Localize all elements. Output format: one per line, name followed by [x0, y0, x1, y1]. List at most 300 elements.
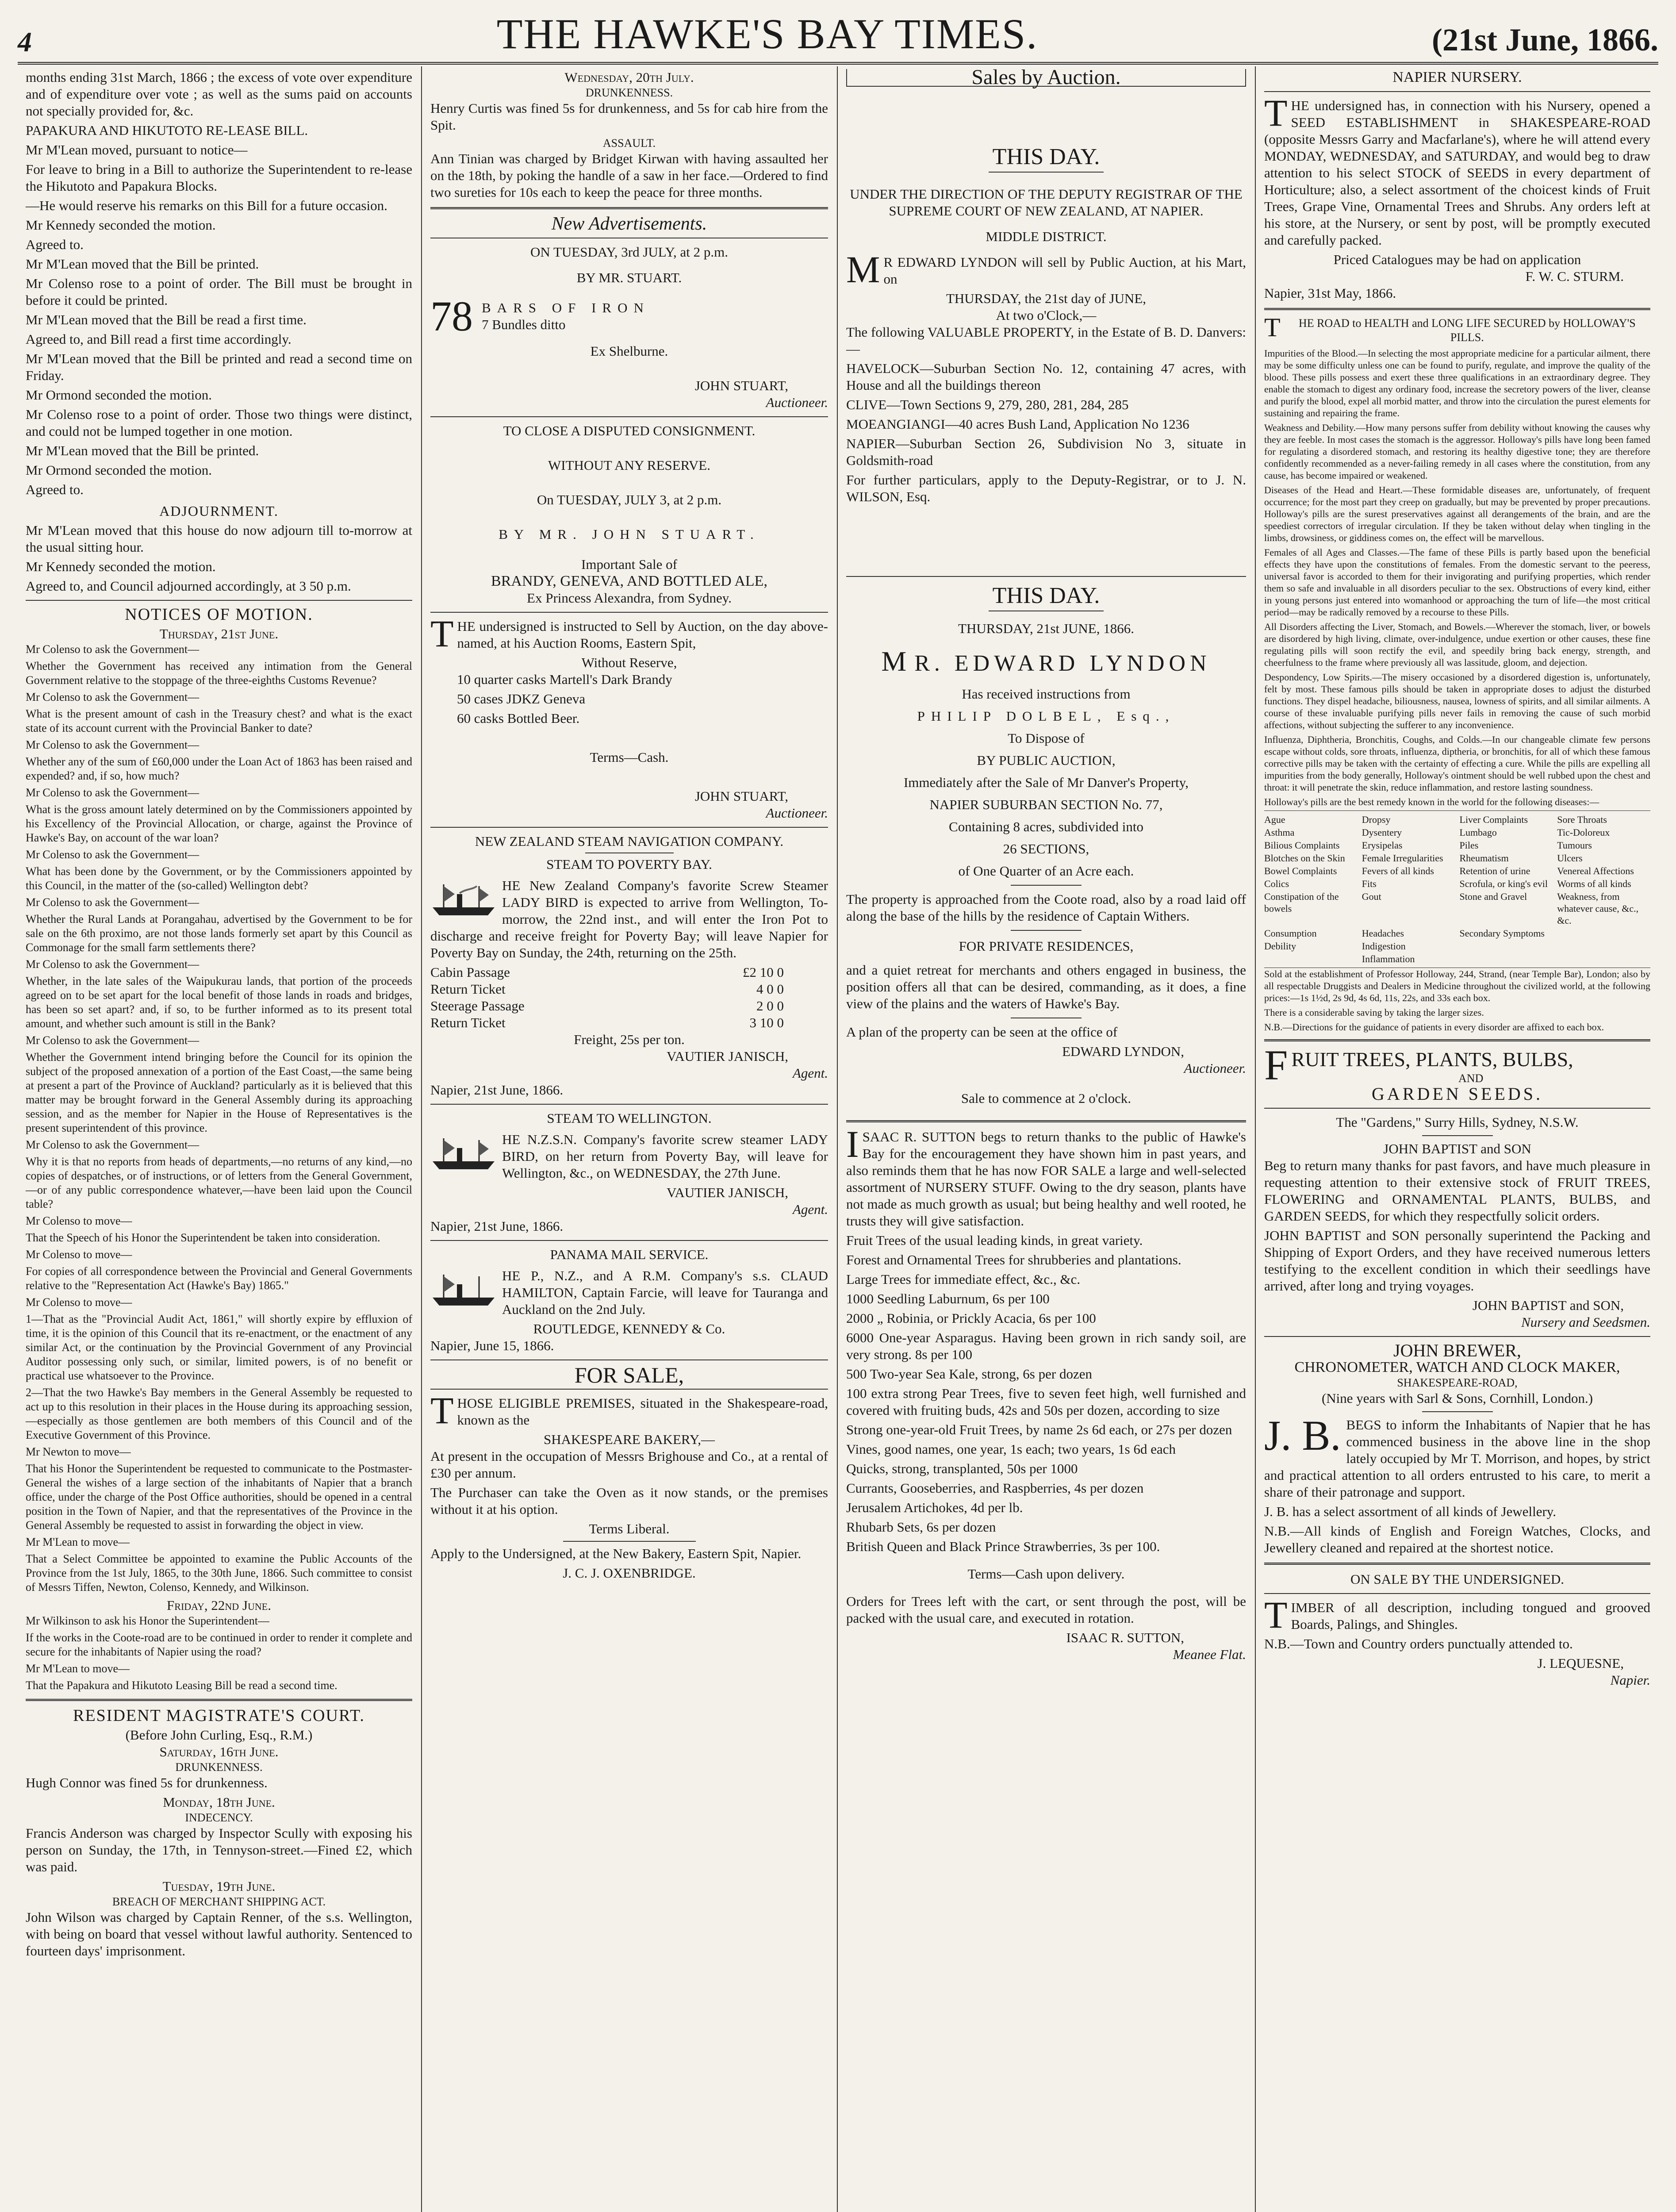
baptist-name: JOHN BAPTIST and SON [1383, 1141, 1531, 1156]
quarter-acre: of One Quarter of an Acre each. [958, 863, 1134, 879]
disease-cell: Venereal Affections [1557, 865, 1634, 876]
baptist-export: JOHN BAPTIST and SON personally superintend the Packing and Shipping of Export Orders, and they have received numerous letters testifying to the excellent condition in which their seedlings have arrived, after long and trying voyages. [1264, 1228, 1650, 1294]
brewer-jewellery: J. B. has a select assortment of all kinds of Jewellery. [1264, 1504, 1557, 1519]
consignment-heading: TO CLOSE A DISPUTED CONSIGNMENT. [503, 423, 756, 438]
court-date: Monday, 18th June. [163, 1794, 275, 1810]
after-danvers: Immediately after the Sale of Mr Danver's Property, [903, 775, 1189, 790]
fruit-trees-heading: FRUIT TREES, PLANTS, BULBS, [1264, 1041, 1573, 1089]
brewer-initials: J. B. [1264, 1412, 1341, 1459]
sutton-sign: ISAAC R. SUTTON, [1066, 1630, 1184, 1645]
court-text: Francis Anderson was charged by Inspector Scully with exposing his person on Sunday, the 17th, in Tennyson-street.—Fined £2, which was paid. [26, 1825, 412, 1874]
stock-item: 500 Two-year Sea Kale, strong, 6s per dozen [846, 1366, 1092, 1382]
this-day-heading: THIS DAY. [992, 583, 1100, 608]
disease-cell: Tic-Doloreux [1557, 827, 1610, 838]
notice-date: Napier, 21st June, 1866. [430, 1218, 564, 1234]
agent-title: Agent. [792, 1065, 828, 1081]
disease-cell: Debility [1264, 941, 1296, 952]
section-rule [1264, 91, 1650, 92]
notice-paragraph: Mr Colenso to ask the Government— [26, 691, 199, 703]
notice-paragraph: If the works in the Coote-road are to be continued in order to render it complete and secure for the inhabitants of Napier using the road? [26, 1631, 412, 1658]
page-number: 4 [18, 26, 32, 58]
notice-date: Napier, 21st June, 1866. [430, 1082, 564, 1098]
lyndon-name: R. EDWARD LYNDON [914, 651, 1211, 676]
stock-item: Jerusalem Artichokes, 4d per lb. [846, 1500, 1023, 1515]
lyndon-title: Auctioneer. [1184, 1060, 1246, 1076]
stock-item: British Queen and Black Prince Strawberries, 3s per 100. [846, 1539, 1160, 1554]
stock-item: Forest and Ornamental Trees for shrubberies and plantations. [846, 1252, 1181, 1267]
disease-cell [1557, 940, 1650, 952]
sale-date: THURSDAY, 21st JUNE, 1866. [958, 621, 1134, 636]
wellington-heading: STEAM TO WELLINGTON. [547, 1110, 712, 1126]
panama-notice: HE P., N.Z., and A R.M. Company's s.s. CLAUD HAMILTON, Captain Farcie, will leave for Tauranga and Auckland on the 2nd July. [502, 1268, 828, 1317]
brewer-repairs: N.B.—All kinds of English and Foreign Watches, Clocks, and Jewellery cleaned and repaired at the shortest notice. [1264, 1523, 1650, 1555]
notice-paragraph: Whether the Rural Lands at Porangahau, advertised by the Government to be for sale on the 6th proximo, are not those lands formerly set apart by this Council as Commonage for the small farm settlements there? [26, 913, 412, 954]
notice-paragraph: That the Speech of his Honor the Superintendent be taken into consideration. [26, 1231, 380, 1244]
notice-paragraph: Whether any of the sum of £60,000 under the Loan Act of 1863 has been raised and expended? and, if so, how much? [26, 755, 412, 782]
steamship-icon [430, 1271, 497, 1311]
section-rule [563, 1541, 696, 1542]
proceedings-paragraph: Mr M'Lean moved that the Bill be printed. [26, 256, 259, 272]
consignment-auctioneer-title: Auctioneer. [766, 805, 828, 821]
lyndon-sale-property: The following VALUABLE PROPERTY, in the Estate of B. D. Danvers:— [846, 324, 1246, 357]
disease-cell: Rheumatism [1459, 853, 1509, 864]
notice-paragraph: Whether the Government has received any intimation from the General Government relative to the stoppage of the three-eighths Customs Revenue? [26, 660, 412, 687]
agent-name: VAUTIER JANISCH, [666, 1048, 788, 1064]
court-text: Hugh Connor was fined 5s for drunkenness. [26, 1775, 268, 1790]
court-date: Tuesday, 19th June. [162, 1878, 276, 1894]
disease-cell [1460, 953, 1553, 965]
stock-item: Rhubarb Sets, 6s per dozen [846, 1519, 996, 1535]
stock-item: Quicks, strong, transplanted, 50s per 1000 [846, 1461, 1078, 1476]
notice-date: Napier, June 15, 1866. [430, 1338, 554, 1353]
disease-cell: Fevers of all kinds [1362, 865, 1434, 876]
fares-table [430, 964, 828, 1031]
stock-item: Large Trees for immediate effect, &c., &c. [846, 1271, 1081, 1287]
disease-cell: Retention of urine [1459, 865, 1530, 876]
sutton-notice: SAAC R. SUTTON begs to return thanks to the public of Hawke's Bay for the encouragement they have shown him in past years, and also reminds them that he has now FOR SALE a large and well-selected assortment of NURSERY STUFF. Owing to the dry season, plants have not made as much growth as usual; but being healthy and well rooted, he trusts they will give satisfaction. [846, 1129, 1246, 1229]
notice-paragraph: 1—That as the "Provincial Audit Act, 1861," will shortly expire by effluxion of time, it is the opinion of this Council that its re-enactment, or the enactment of any similar Act, or the continuation by the Provincial Government of any Provincial Auditor possessing only such, or similar, limited powers, is of no benefit or practical use whatsoever to the Province. [26, 1313, 412, 1382]
timber-notice: IMBER of all description, including tongued and grooved Boards, Palings, and Shingles. [1291, 1600, 1650, 1632]
disease-cell: Weakness, from whatever cause, &c., &c. [1557, 891, 1639, 926]
property-approach: The property is approached from the Coote road, also by a road laid off along the base of the hills by the residence of Captain Withers. [846, 891, 1246, 924]
fare-amount: 2 0 0 [756, 998, 784, 1014]
adjournment-text [26, 522, 412, 595]
column-3 [838, 66, 1254, 2212]
property-lot: MOEANGIANGI—40 acres Bush Land, Application No 1236 [846, 416, 1189, 432]
disease-cell: Female Irregularities [1362, 853, 1443, 864]
disease-cell: Secondary Symptoms [1459, 928, 1545, 939]
column-divider [421, 66, 422, 2212]
disease-cell [1460, 940, 1553, 952]
section-rule [1264, 1108, 1650, 1109]
notice-paragraph: Whether, in the late sales of the Waipukurau lands, that portion of the proceeds agreed on to be set apart for the local benefit of those lands in roads and bridges, has been so set apart? and, if so, to be further informed as to its present total amount, and whether such amount is still in the Bank? [26, 975, 412, 1030]
drop-cap: T [1264, 1594, 1288, 1636]
notice-paragraph: Mr Colenso to ask the Government— [26, 786, 199, 799]
column-4 [1256, 66, 1658, 2212]
new-advertisements-heading: New Advertisements. [551, 214, 707, 234]
adjournment-heading: ADJOURNMENT. [159, 503, 279, 519]
notice-paragraph: Mr Colenso to ask the Government— [26, 1138, 199, 1151]
baptist-notice: Beg to return many thanks for past favors, and have much pleasure in requesting attention to their extensive stock of FRUIT TREES, FLOWERING and ORNAMENTAL PLANTS, BULBS, and GARDEN SEEDS, for which they respectfully solicit orders. [1264, 1158, 1650, 1224]
consignment-item: 10 quarter casks Martell's Dark Brandy [457, 672, 672, 687]
columns [18, 66, 1658, 2212]
section-rule [430, 1104, 828, 1105]
disease-cell: Dysentery [1362, 827, 1402, 838]
undersigned-heading: ON SALE BY THE UNDERSIGNED. [1350, 1571, 1565, 1587]
drop-cap: T [1264, 313, 1281, 342]
proceedings-paragraph: Agreed to. [26, 482, 84, 497]
fare-label: Return Ticket [430, 981, 506, 997]
nursery-notice: HE undersigned has, in connection with his Nursery, opened a SEED ESTABLISHMENT in SHAKESPEARE-ROAD (opposite Messrs Garry and Macfarlane's), where he will attend every MONDAY, WEDNESDAY, and SATURDAY, and would beg to draw attention to his select STOCK of SEEDS in every department of Horticulture; also, a select assortment of the choicest kinds of Fruit Trees, Grape Vine, Ornamental Trees and Shrubs. Any orders left at his store, at the Nursery, or sent by post, will be promptly executed and carefully packed. [1264, 98, 1650, 248]
assault-report: Ann Tinian was charged by Bridget Kirwan with having assaulted her on the 18th, by poking the handle of a saw in her face.—Ordered to find two sureties for 10s each to keep the peace for three months. [430, 151, 828, 200]
disease-cell: Piles [1459, 840, 1479, 851]
disease-cell: Gout [1362, 891, 1381, 902]
brewer-years: (Nine years with Sarl & Sons, Cornhill, London.) [1321, 1390, 1593, 1406]
column-divider [837, 66, 838, 2212]
nursery-date: Napier, 31st May, 1866. [1264, 285, 1396, 301]
bakery-apply: Apply to the Undersigned, at the New Bakery, Eastern Spit, Napier. [430, 1546, 802, 1561]
steamship-icon [430, 1135, 497, 1175]
notice-paragraph: Mr Colenso to move— [26, 1248, 132, 1261]
diseases-table [1264, 810, 1650, 968]
adjournment-paragraph: Mr M'Lean moved that this house do now adjourn till to-morrow at the usual sitting hour. [26, 522, 412, 555]
lyndon-sale-date: THURSDAY, the 21st day of JUNE, [946, 291, 1147, 306]
stock-item: 100 extra strong Pear Trees, five to seven feet high, well furnished and covered with fruiting buds, 42s and 50s per dozen, according to size [846, 1386, 1246, 1418]
notice-paragraph: What is the gross amount lately determined on by the Commissioners appointed by his Excellency of the Provincial Allocation, or charge, against the Province of Hawke's Bay, on account of the war loan? [26, 803, 412, 844]
twenty-six-sections: 26 SECTIONS, [1003, 841, 1089, 856]
stock-item: 2000 „ Robinia, or Prickly Acacia, 6s per 100 [846, 1310, 1096, 1326]
disease-cell: Liver Complaints [1459, 814, 1528, 825]
brewer-road: SHAKESPEARE-ROAD, [1397, 1376, 1518, 1389]
notice-paragraph: Mr Colenso to ask the Government— [26, 643, 199, 656]
proceedings-paragraph: Agreed to, and Bill read a first time accordingly. [26, 331, 291, 347]
notice-paragraph: Mr M'Lean to move— [26, 1536, 130, 1548]
disease-cell: Indigestion [1362, 941, 1406, 952]
disease-cell: Inflammation [1362, 953, 1415, 964]
section-rule [1264, 308, 1650, 310]
fare-amount: 3 10 0 [749, 1015, 784, 1030]
instructions: Has received instructions from [962, 686, 1131, 702]
bakery-owner: J. C. J. OXENBRIDGE. [563, 1565, 696, 1581]
baptist-sign: JOHN BAPTIST and SON, [1472, 1298, 1624, 1313]
drop-cap: T [1264, 92, 1288, 134]
sale-commence: Sale to commence at 2 o'clock. [961, 1091, 1131, 1106]
sutton-orders: Orders for Trees left with the cart, or sent through the post, will be packed with the usual care, and executed in rotation. [846, 1594, 1246, 1626]
issue-date: (21st June, 1866. [1431, 22, 1658, 58]
notice-paragraph: Mr Colenso to ask the Government— [26, 896, 199, 909]
holloway-directions: N.B.—Directions for the guidance of patients in every disorder are affixed to each box. [1264, 1022, 1604, 1033]
consignment-ship: Ex Princess Alexandra, from Sydney. [527, 590, 732, 606]
important-sale: Important Sale of [581, 557, 677, 572]
proceedings-paragraph: months ending 31st March, 1866 ; the excess of vote over expenditure and of expenditure over vote ; as well as the sums paid on accounts not specially provided for, &c. [26, 69, 412, 119]
disease-cell: Stone and Gravel [1459, 891, 1527, 902]
timber-sign: J. LEQUESNE, [1537, 1655, 1624, 1671]
section-rule [989, 172, 1104, 173]
nursery-sign: F. W. C. STURM. [1525, 269, 1624, 284]
nursery-heading: NAPIER NURSERY. [1392, 69, 1522, 85]
nursery-catalogues: Priced Catalogues may be had on application [1333, 252, 1581, 267]
this-day-heading: THIS DAY. [992, 144, 1100, 169]
agent-name: VAUTIER JANISCH, [666, 1185, 788, 1200]
fare-row [430, 998, 828, 1014]
notice-paragraph: 2—That the two Hawke's Bay members in the General Assembly be requested to act up to this resolution in their places in the House during its approaching session,—especially as those gentlemen are both members of this Council and of the Executive Government of this Province. [26, 1386, 412, 1441]
section-rule [1264, 1563, 1650, 1565]
proceedings-paragraph: Mr M'Lean moved that the Bill be printed. [26, 443, 259, 458]
section-rule [1264, 1039, 1650, 1041]
consignment-date: On TUESDAY, JULY 3, at 2 p.m. [537, 492, 722, 507]
private-residences-body: and a quiet retreat for merchants and others engaged in business, the position offers all that can be desired, commanding, as it does, a fine view of the plains and the waters of Hawke's Bay. [846, 962, 1246, 1011]
proceedings-paragraph: Mr Colenso rose to a point of order. The Bill must be brought in before it could be printed. [26, 276, 412, 308]
disease-cell: Lumbago [1459, 827, 1497, 838]
friday-date: Friday, 22nd June. [167, 1598, 271, 1613]
notice-paragraph: Mr Colenso to ask the Government— [26, 848, 199, 861]
proceedings-paragraph: Mr Ormond seconded the motion. [26, 387, 212, 403]
public-auction: BY PUBLIC AUCTION, [977, 753, 1116, 768]
consignment-auctioneer: BY MR. JOHN STUART. [499, 526, 760, 542]
disease-cell: Headaches [1362, 928, 1404, 939]
sales-by-auction-heading: Sales by Auction. [846, 69, 1246, 87]
notice-paragraph: Why it is that no reports from heads of departments,—no returns of any kind,—no copies of despatches, or of instructions, or of letters from the General Government,—or of any public correspondence whatever,—have been laid upon the Council table? [26, 1155, 412, 1210]
notice-paragraph: Mr Colenso to move— [26, 1296, 132, 1309]
proceedings-paragraph: Mr M'Lean moved that the Bill be read a first time. [26, 312, 307, 327]
holloway-paragraph: Weakness and Debility.—How many persons suffer from debility without knowing the causes why they are feeble. In most cases the stomach is the aggressor. Holloway's pills have long been famed for regulating a disordered stomach, and restoring its healthy digestive tone; they are therefore confidently recommended as a never-failing remedy in all cases where the constitution, from any cause, has become impaired or weakened. [1264, 422, 1650, 481]
proceedings-paragraph: PAPAKURA AND HIKUTOTO RE-LEASE BILL. [26, 123, 308, 138]
masthead-rule [18, 62, 1658, 65]
plan-notice: A plan of the property can be seen at the office of [846, 1024, 1118, 1040]
holloway-paragraph: Females of all Ages and Classes.—The fame of these Pills is partly based upon the beneficial effects they have upon the constitutions of females. From the domestic servant to the peeress, universal favor is accorded to them for their invigorating and purifying properties, which render them so safe and invaluable in all disorders peculiar to the sex. Obstructions of every kind, either in young persons just entered into womanhood or approaching the turn of life—the most critical period—may be radically removed by a recourse to these Pills. [1264, 547, 1650, 618]
proceedings-paragraph: —He would reserve his remarks on this Bill for a future occasion. [26, 198, 387, 213]
iron-sale-date: ON TUESDAY, 3rd JULY, at 2 p.m. [530, 244, 729, 260]
iron-sale-auctioneer: BY MR. STUART. [576, 270, 682, 285]
notice-paragraph: Mr Colenso to ask the Government— [26, 738, 199, 751]
disease-cell: Fits [1362, 878, 1377, 889]
fare-label: Return Ticket [430, 1015, 506, 1030]
garden-seeds-heading: GARDEN SEEDS. [1372, 1084, 1543, 1104]
drop-cap: M [846, 248, 880, 291]
notice-paragraph: Mr M'Lean to move— [26, 1662, 130, 1675]
middle-district: MIDDLE DISTRICT. [986, 229, 1107, 244]
consignment-terms: Terms—Cash. [590, 749, 669, 765]
disease-cell [1557, 953, 1650, 965]
newspaper-title: THE HAWKE'S BAY TIMES. [496, 10, 1038, 58]
disease-cell: Ulcers [1557, 853, 1583, 864]
proceedings-paragraph: For leave to bring in a Bill to authorize the Superintendent to re-lease the Hikutoto and Papakura Blocks. [26, 161, 412, 194]
council-proceedings [26, 69, 412, 498]
disease-cell [1557, 927, 1650, 939]
lyndon-sign: EDWARD LYNDON, [1062, 1044, 1184, 1059]
timber-place: Napier. [1610, 1672, 1650, 1688]
fare-amount: 4 0 0 [756, 981, 784, 997]
proceedings-paragraph: Mr Ormond seconded the motion. [26, 462, 212, 478]
consignment-goods: BRANDY, GENEVA, AND BOTTLED ALE, [491, 573, 767, 589]
disease-cell: Consumption [1264, 928, 1317, 939]
section-77: NAPIER SUBURBAN SECTION No. 77, [929, 797, 1163, 812]
wellington-notice: HE N.Z.S.N. Company's favorite screw steamer LADY BIRD, on her return from Poverty Bay, will leave for Wellington, &c., on WEDNESDAY, the 27th June. [502, 1132, 828, 1181]
notice-paragraph: Mr Wilkinson to ask his Honor the Superintendent— [26, 1614, 269, 1627]
steamship-icon [430, 881, 497, 921]
drop-cap: I [846, 1123, 859, 1165]
column-divider [1255, 66, 1256, 2212]
court-text: John Wilson was charged by Captain Renner, of the s.s. Wellington, with being on board that vessel without lawful authority. Sentenced to fourteen days' imprisonment. [26, 1909, 412, 1959]
consignment-without-reserve: Without Reserve, [581, 655, 677, 670]
drop-cap: T [430, 1389, 454, 1432]
disease-cell [1264, 953, 1358, 965]
masthead [18, 6, 1658, 58]
containing: Containing 8 acres, subdivided into [949, 819, 1143, 834]
section-rule [1011, 930, 1082, 931]
section-rule [1011, 885, 1082, 886]
consignment-body: HE undersigned is instructed to Sell by Auction, on the day above-named, at his Auction Rooms, Eastern Spit, [457, 618, 828, 651]
section-rule [1422, 1411, 1493, 1412]
disease-cell: Colics [1264, 878, 1289, 889]
section-rule [430, 1240, 828, 1241]
gardens-address: The "Gardens," Surry Hills, Sydney, N.S.W. [1336, 1114, 1579, 1130]
agent-title: Agent. [792, 1202, 828, 1217]
court-heading: BREACH OF MERCHANT SHIPPING ACT. [112, 1895, 326, 1908]
sutton-stock-list [846, 1232, 1246, 1555]
bakery-occupation: At present in the occupation of Messrs Brighouse and Co., at a rental of £30 per annum. [430, 1448, 828, 1481]
disease-cell: Worms of all kinds [1557, 878, 1631, 889]
property-lot: NAPIER—Suburban Section 26, Subdivision No 3, situate in Goldsmith-road [846, 436, 1246, 468]
drunkenness-heading: DRUNKENNESS. [585, 86, 673, 99]
bakery-oven: The Purchaser can take the Oven as it now stands, or the premises without it at his option. [430, 1485, 828, 1517]
private-residences: FOR PRIVATE RESIDENCES, [959, 938, 1134, 954]
holloway-paragraph: Influenza, Diphtheria, Bronchitis, Coughs, and Colds.—In our changeable climate few persons escape without colds, sore throats, influenza, diptheria, or bronchitis, for all of which these famous corrective pills may be taken with the certainty of effecting a cure. While the pills are expelling all impurities from the body generally, Holloway's ointment should be well rubbed upon the chest and throat: it will penetrate the skin, reduce inflammation, and restore lasting soundness. [1264, 734, 1650, 793]
section-rule [430, 1389, 828, 1390]
holloway-advert [1264, 347, 1650, 808]
holloway-paragraph: Impurities of the Blood.—In selecting the most appropriate medicine for a particular ailment, there may be some difficulty unless one can be found to purify, regulate, and improve the quality of the blood. These pills possess and exert these three qualifications in an extraordinary degree. They enable the stomach to digest any ordinary food, increase the secretory powers of the liver, cleanse and purify the blood, expel all morbid matter, and throw into the circulation the purest elements for sustaining and repairing the frame. [1264, 348, 1650, 419]
stock-item: 1000 Seedling Laburnum, 6s per 100 [846, 1291, 1050, 1306]
brewer-notice: BEGS to inform the Inhabitants of Napier that he has commenced business in the above line in the shop lately occupied by Mr T. Morrison, and hopes, by strict and practical attention to all orders entrusted to his care, to merit a share of their patronage and support. [1264, 1417, 1650, 1500]
iron-ship: Ex Shelburne. [590, 343, 668, 359]
fruit-and: AND [1458, 1072, 1484, 1085]
column-2 [422, 66, 836, 2212]
assault-heading: ASSAULT. [602, 137, 656, 150]
bakery-terms: Terms Liberal. [589, 1521, 670, 1536]
proceedings-paragraph: Mr Colenso rose to a point of order. Those two things were distinct, and could not be lumped together in one motion. [26, 407, 412, 439]
panama-agents: ROUTLEDGE, KENNEDY & Co. [533, 1321, 725, 1336]
disease-cell: Ague [1264, 814, 1285, 825]
disease-cell: Bowel Complaints [1264, 865, 1337, 876]
notice-paragraph: What is the present amount of cash in the Treasury chest? and what is the exact state of its account current with the Provincial Banker to date? [26, 707, 412, 734]
dispose: To Dispose of [1008, 730, 1085, 746]
iron-auctioneer-name: JOHN STUART, [694, 378, 788, 393]
notice-paragraph: Mr Colenso to ask the Government— [26, 1034, 199, 1047]
bakery-name: SHAKESPEARE BAKERY,— [543, 1432, 715, 1447]
lady-bird-notice: HE New Zealand Company's favorite Screw Steamer LADY BIRD is expected to arrive from Wellington, To-morrow, the 22nd inst., and will enter the Iron Pot to discharge and receive freight for Poverty Bay; will leave Napier for Poverty Bay on Sunday, the 24th, returning on the 25th. [430, 878, 828, 960]
drunkenness-report: Henry Curtis was fined 5s for drunkenness, and 5s for cab hire from the Spit. [430, 100, 828, 133]
friday-notices [26, 1614, 412, 1693]
notice-paragraph: That his Honor the Superintendent be requested to communicate to the Postmaster-General the wishes of a large section of the inhabitants of Napier that a branch office, under the charge of the Post Office authorities, should be opened in a central position in the Town of Napier, and that the representatives of the Province in the General Assembly be requested to assist in forwarding the object in view. [26, 1462, 412, 1532]
disease-cell: Dropsy [1362, 814, 1391, 825]
stock-item: Vines, good names, one year, 1s each; two years, 1s 6d each [846, 1441, 1176, 1457]
iron-bundles: 7 Bundles ditto [482, 317, 566, 332]
notices-date: Thursday, 21st June. [159, 626, 279, 641]
property-lot: HAVELOCK—Suburban Section No. 12, containing 47 acres, with House and all the buildings thereon [846, 361, 1246, 393]
section-rule [430, 207, 828, 209]
court-reports [26, 1743, 412, 1959]
stock-item: Fruit Trees of the usual leading kinds, in great variety. [846, 1233, 1143, 1248]
iron-item: BARS OF IRON [482, 300, 650, 315]
fare-amount: £2 10 0 [743, 964, 784, 980]
notice-paragraph: Mr Colenso to ask the Government— [26, 958, 199, 971]
lyndon-sale-intro: R EDWARD LYNDON will sell by Public Auction, at his Mart, on [883, 254, 1246, 287]
disease-cell: Bilious Complaints [1264, 840, 1340, 851]
fare-row [430, 964, 828, 981]
proceedings-paragraph: Agreed to. [26, 237, 84, 252]
notice-paragraph: That the Papakura and Hikutoto Leasing Bill be read a second time. [26, 1679, 338, 1692]
bakery-notice: HOSE ELIGIBLE PREMISES, situated in the Shakespeare-road, known as the [457, 1395, 828, 1428]
holloway-saving: There is a considerable saving by taking the larger sizes. [1264, 1007, 1484, 1018]
notice-paragraph: That a Select Committee be appointed to examine the Public Accounts of the Province from the 1st July, 1865, to the 30th June, 1866. Such committee to consist of Messrs Tiffen, Newton, Colenso, Kennedy, and Wilkinson. [26, 1552, 412, 1594]
proceedings-paragraph: Mr M'Lean moved that the Bill be printed and read a second time on Friday. [26, 351, 412, 383]
adjournment-paragraph: Mr Kennedy seconded the motion. [26, 559, 216, 574]
proceedings-paragraph: Mr Kennedy seconded the motion. [26, 217, 216, 233]
stock-item: Currants, Gooseberries, and Raspberries, 4s per dozen [846, 1480, 1144, 1496]
brewer-trade: CHRONOMETER, WATCH AND CLOCK MAKER, [1294, 1359, 1620, 1375]
court-heading: DRUNKENNESS. [175, 1761, 263, 1774]
iron-lot [430, 292, 828, 340]
fare-label: Cabin Passage [430, 964, 510, 980]
notice-paragraph: Mr Newton to move— [26, 1445, 131, 1458]
consignment-item: 60 casks Bottled Beer. [457, 710, 580, 726]
section-rule [430, 416, 828, 417]
court-heading: RESIDENT MAGISTRATE'S COURT. [73, 1706, 365, 1725]
freight-rate: Freight, 25s per ton. [574, 1032, 685, 1047]
fare-row [430, 1014, 828, 1031]
section-rule [1264, 1336, 1650, 1337]
holloway-sold: Sold at the establishment of Professor Holloway, 244, Strand, (near Temple Bar), London; also by all respectable Druggists and Dealers in Medicine throughout the civilized world, at the following prices:—1s 1½d, 2s 9d, 4s 6d, 11s, 22s, and 33s each box. [1264, 968, 1650, 1003]
disease-cell: Asthma [1264, 827, 1295, 838]
court-date: Saturday, 16th June. [159, 1744, 279, 1759]
holloway-paragraph: All Disorders affecting the Liver, Stomach, and Bowels.—Wherever the stomach, liver, or bowels are disordered by high living, climate, over-indulgence, undue exertion or other causes, these fine regulating pills will soon rectify the evil, and speedily bring back energy, strength, and cheerfulness to the frame where previously all was lassitude, gloom, and dejection. [1264, 621, 1650, 668]
holloway-paragraph: Holloway's pills are the best remedy known in the world for the following diseases:— [1264, 796, 1599, 807]
vendor: PHILIP DOLBEL, Esq., [917, 708, 1175, 724]
disease-cell: Sore Throats [1557, 814, 1607, 825]
notices-heading: NOTICES OF MOTION. [125, 605, 313, 624]
stock-item: Strong one-year-old Fruit Trees, by name 2s 6d each, or 27s per dozen [846, 1422, 1232, 1437]
disease-cell: Erysipelas [1362, 840, 1403, 851]
auctioneer-name: M R. EDWARD LYNDON [881, 645, 1211, 677]
lyndon-sale-time: At two o'Clock,— [996, 307, 1097, 323]
lyndon-sale-apply: For further particulars, apply to the Deputy-Registrar, or to J. N. WILSON, Esq. [846, 472, 1246, 504]
brewer-name: JOHN BREWER, [1393, 1340, 1521, 1360]
poverty-bay-route: STEAM TO POVERTY BAY. [546, 856, 712, 872]
consignment-item: 50 cases JDKZ Geneva [457, 691, 586, 707]
stock-item: 6000 One-year Asparagus. Having been grown in rich sandy soil, are very strong. 8s per 100 [846, 1330, 1246, 1362]
disease-cell: Scrofula, or king's evil [1459, 878, 1548, 889]
section-rule [430, 1359, 828, 1360]
supreme-court-direction: UNDER THE DIRECTION OF THE DEPUTY REGISTRAR OF THE SUPREME COURT OF NEW ZEALAND, AT NAPIER. [850, 186, 1243, 219]
iron-auctioneer-title: Auctioneer. [766, 395, 828, 410]
nz-company-heading: NEW ZEALAND STEAM NAVIGATION COMPANY. [475, 833, 784, 849]
fare-label: Steerage Passage [430, 998, 525, 1014]
section-rule [26, 1699, 412, 1701]
section-rule [430, 612, 828, 613]
holloway-paragraph: Despondency, Low Spirits.—The misery occasioned by a disordered digestion is, unfortunately, felt by most. These famous pills should be taken in appropriate doses to adjust the disturbed functions. They dispel headache, biliousness, nausea, lowness of spirits, and all similar ailments. A course of these invaluable purifying pills never fails in removing the cause of such morbid affections, without subjecting the sufferer to any inconvenience. [1264, 672, 1650, 730]
sutton-place: Meanee Flat. [1173, 1647, 1246, 1662]
notice-paragraph: Mr Colenso to move— [26, 1214, 132, 1227]
holloway-heading: HE ROAD to HEALTH and LONG LIFE SECURED by HOLLOWAY'S PILLS. [1298, 317, 1636, 344]
fare-row [430, 981, 828, 998]
baptist-title: Nursery and Seedsmen. [1521, 1314, 1650, 1330]
section-rule [1422, 1135, 1493, 1136]
section-rule [26, 600, 412, 601]
property-lots [846, 360, 1246, 469]
column-1 [18, 66, 420, 2212]
section-rule [846, 1120, 1246, 1122]
disease-cell: Tumours [1557, 840, 1592, 851]
